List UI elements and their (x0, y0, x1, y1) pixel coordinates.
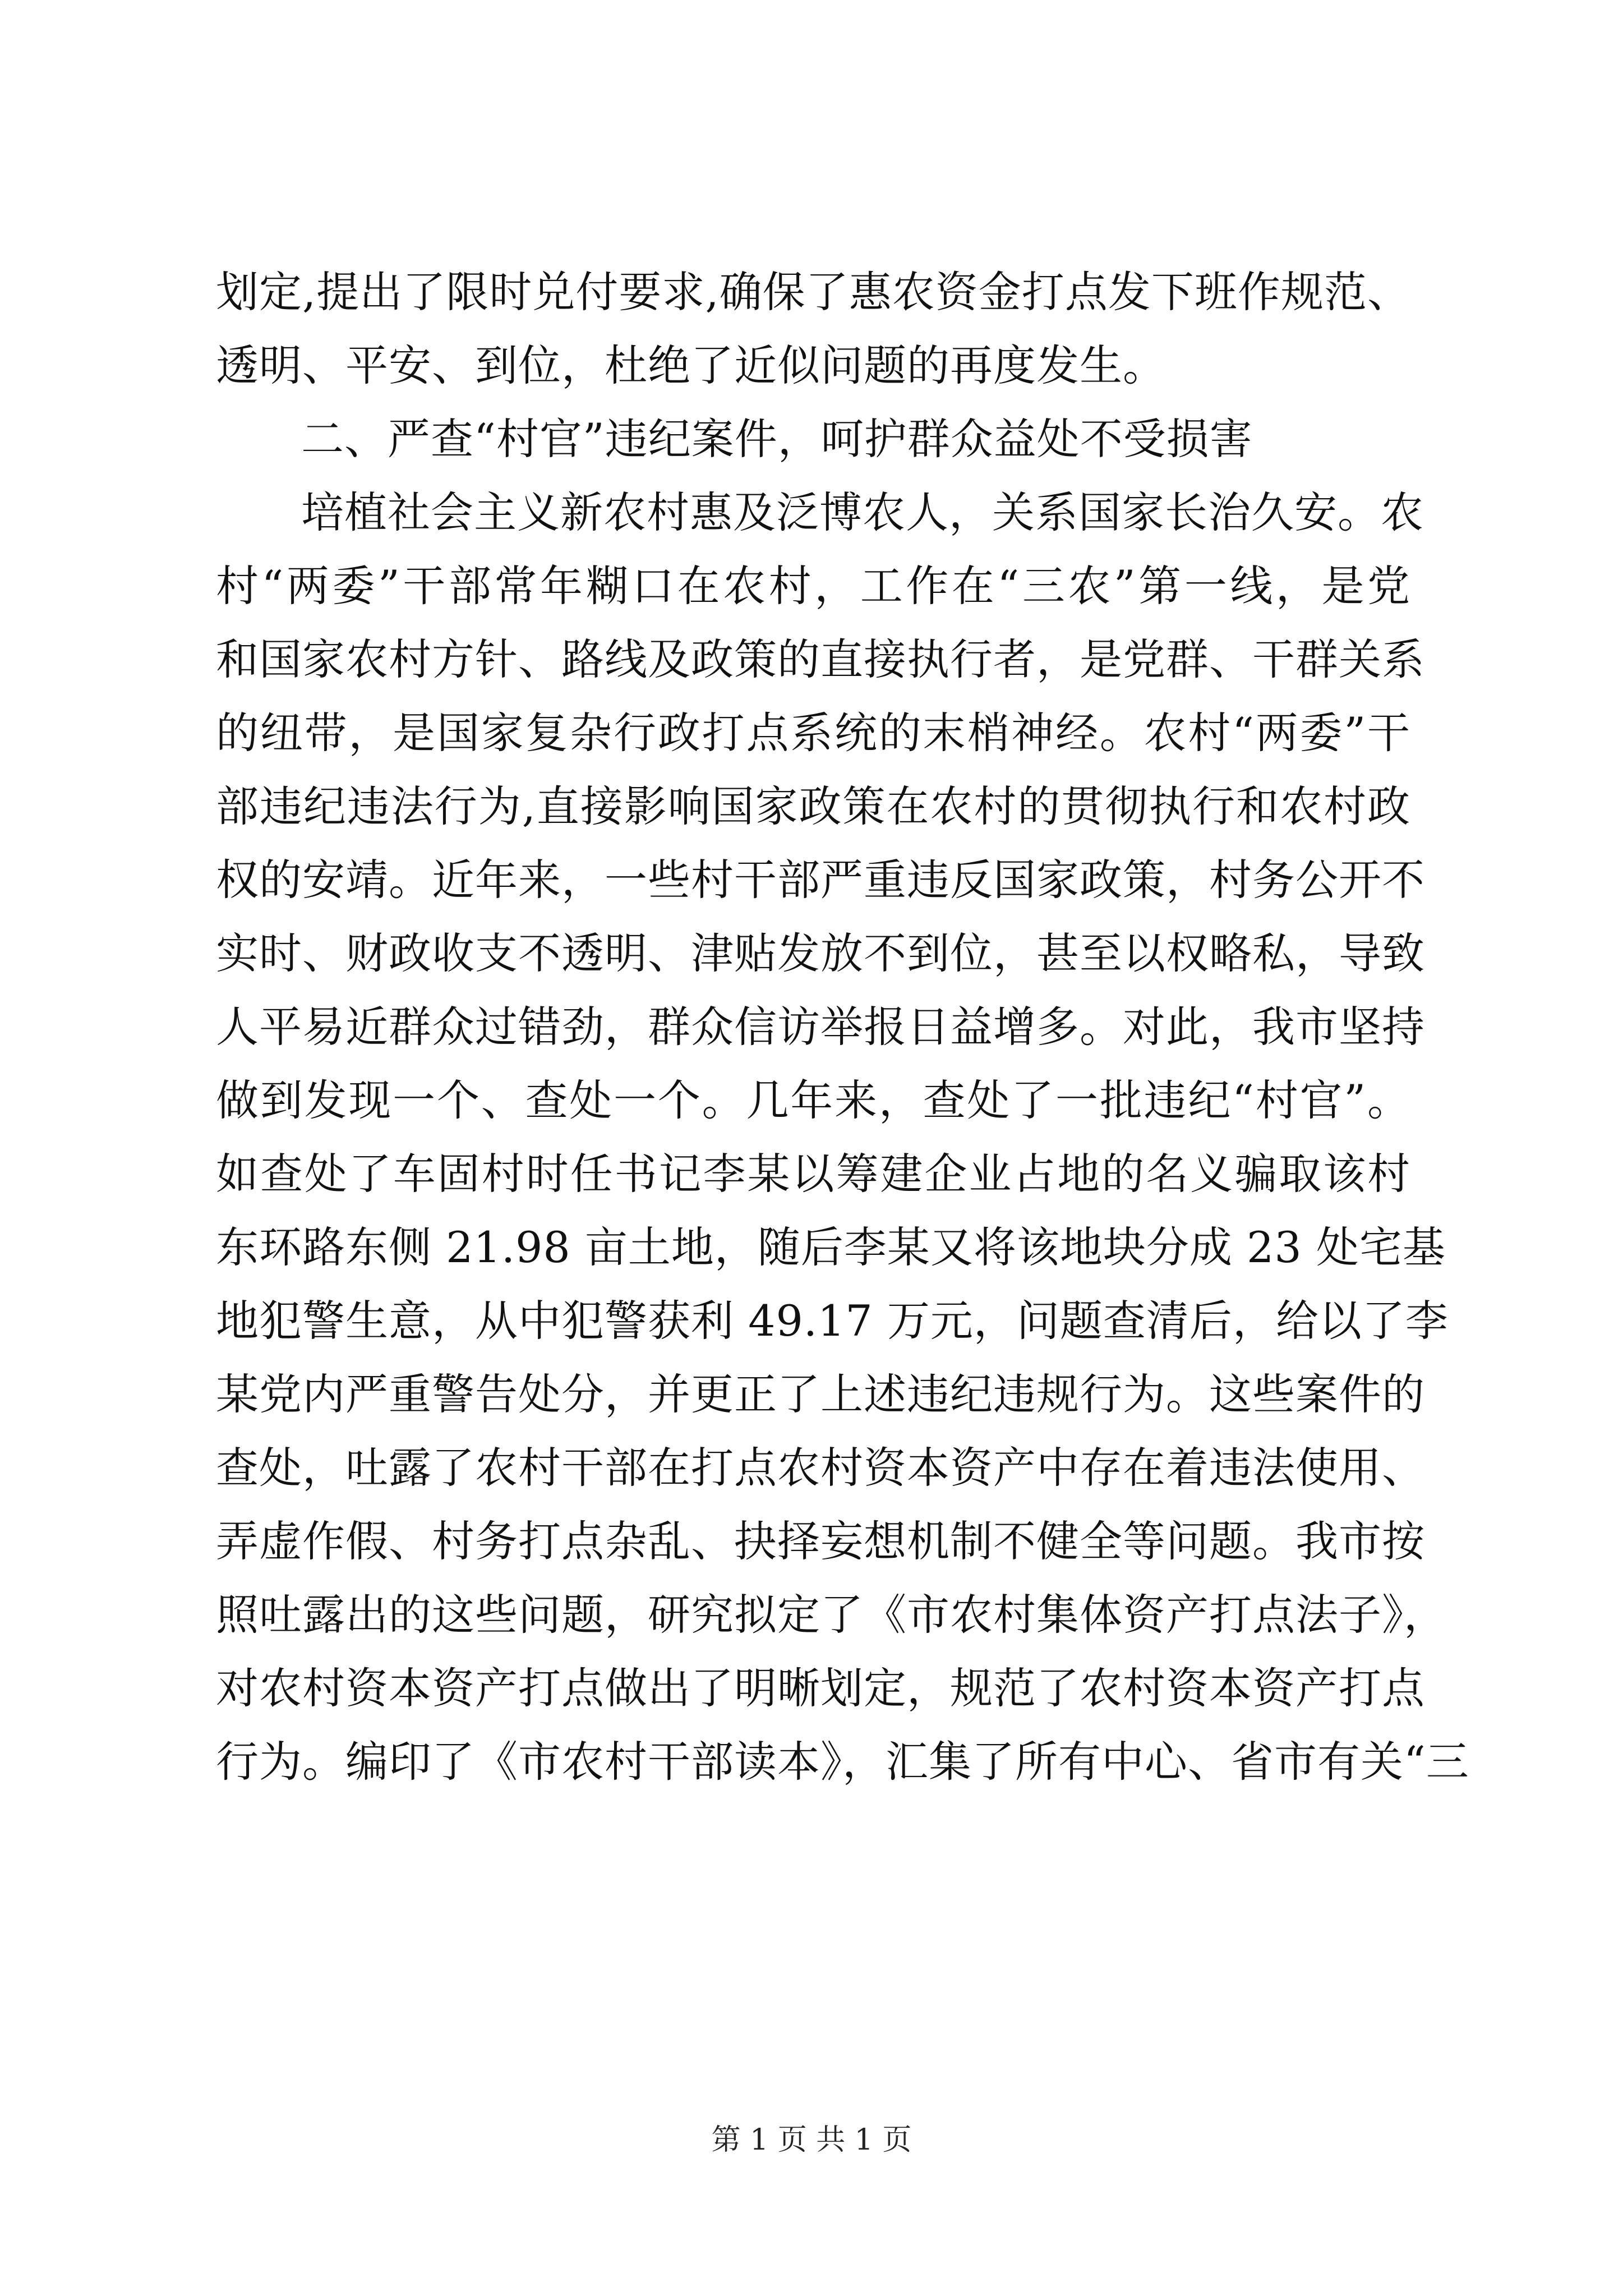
text-line: 划定,提出了限时兑付要求,确保了惠农资金打点发下班作规范、 (216, 267, 1410, 317)
document-body (216, 255, 1469, 1798)
text-line: 的纽带，是国家复杂行政打点系统的末梢神经。农村“两委”干 (216, 708, 1410, 758)
text-line: 弄虚作假、村务打点杂乱、抉择妄想机制不健全等问题。我市按 (216, 1516, 1425, 1566)
text-line: 行为。编印了《市农村干部读本》，汇集了所有中心、省市有关“三 (216, 1737, 1469, 1787)
text-line: 村“两委”干部常年糊口在农村，工作在“三农”第一线，是党 (216, 561, 1410, 611)
paragraph-first-line: 培植社会主义新农村惠及泛博农人，关系国家长治久安。农 (301, 487, 1424, 537)
text-line: 透明、平安、到位，杜绝了近似问题的再度发生。 (216, 341, 1166, 390)
text-line: 和国家农村方针、路线及政策的直接执行者，是党群、干群关系 (216, 634, 1425, 684)
text-line: 部违纪违法行为,直接影响国家政策在农村的贯彻执行和农村政 (216, 781, 1410, 831)
text-line: 地犯警生意，从中犯警获利 49.17 万元，问题查清后，给以了李 (216, 1296, 1449, 1346)
text-line: 权的安靖。近年来，一些村干部严重违反国家政策，村务公开不 (216, 855, 1425, 905)
page-footer: 第 1 页 共 1 页 (711, 2123, 912, 2157)
text-line: 查处，吐露了农村干部在打点农村资本资产中存在着违法使用、 (216, 1443, 1425, 1493)
text-line: 照吐露出的这些问题，研究拟定了《市农村集体资产打点法子》， (216, 1590, 1447, 1640)
text-line: 某党内严重警告处分，并更正了上述违纪违规行为。这些案件的 (216, 1369, 1425, 1419)
section-heading: 二、严查“村官”违纪案件，呵护群众益处不受损害 (301, 414, 1253, 464)
text-line: 人平易近群众过错劲，群众信访举报日益增多。对此，我市坚持 (216, 1002, 1425, 1052)
text-line: 对农村资本资产打点做出了明晰划定，规范了农村资本资产打点 (216, 1663, 1425, 1713)
text-line: 做到发现一个、查处一个。几年来，查处了一批违纪“村官”。 (216, 1075, 1410, 1125)
text-line: 实时、财政收支不透明、津贴发放不到位，甚至以权略私，导致 (216, 928, 1425, 978)
text-line: 东环路东侧 21.98 亩土地，随后李某又将该地块分成 23 处宅基 (216, 1222, 1446, 1272)
text-line: 如查处了车固村时任书记李某以筹建企业占地的名义骗取该村 (216, 1149, 1410, 1199)
